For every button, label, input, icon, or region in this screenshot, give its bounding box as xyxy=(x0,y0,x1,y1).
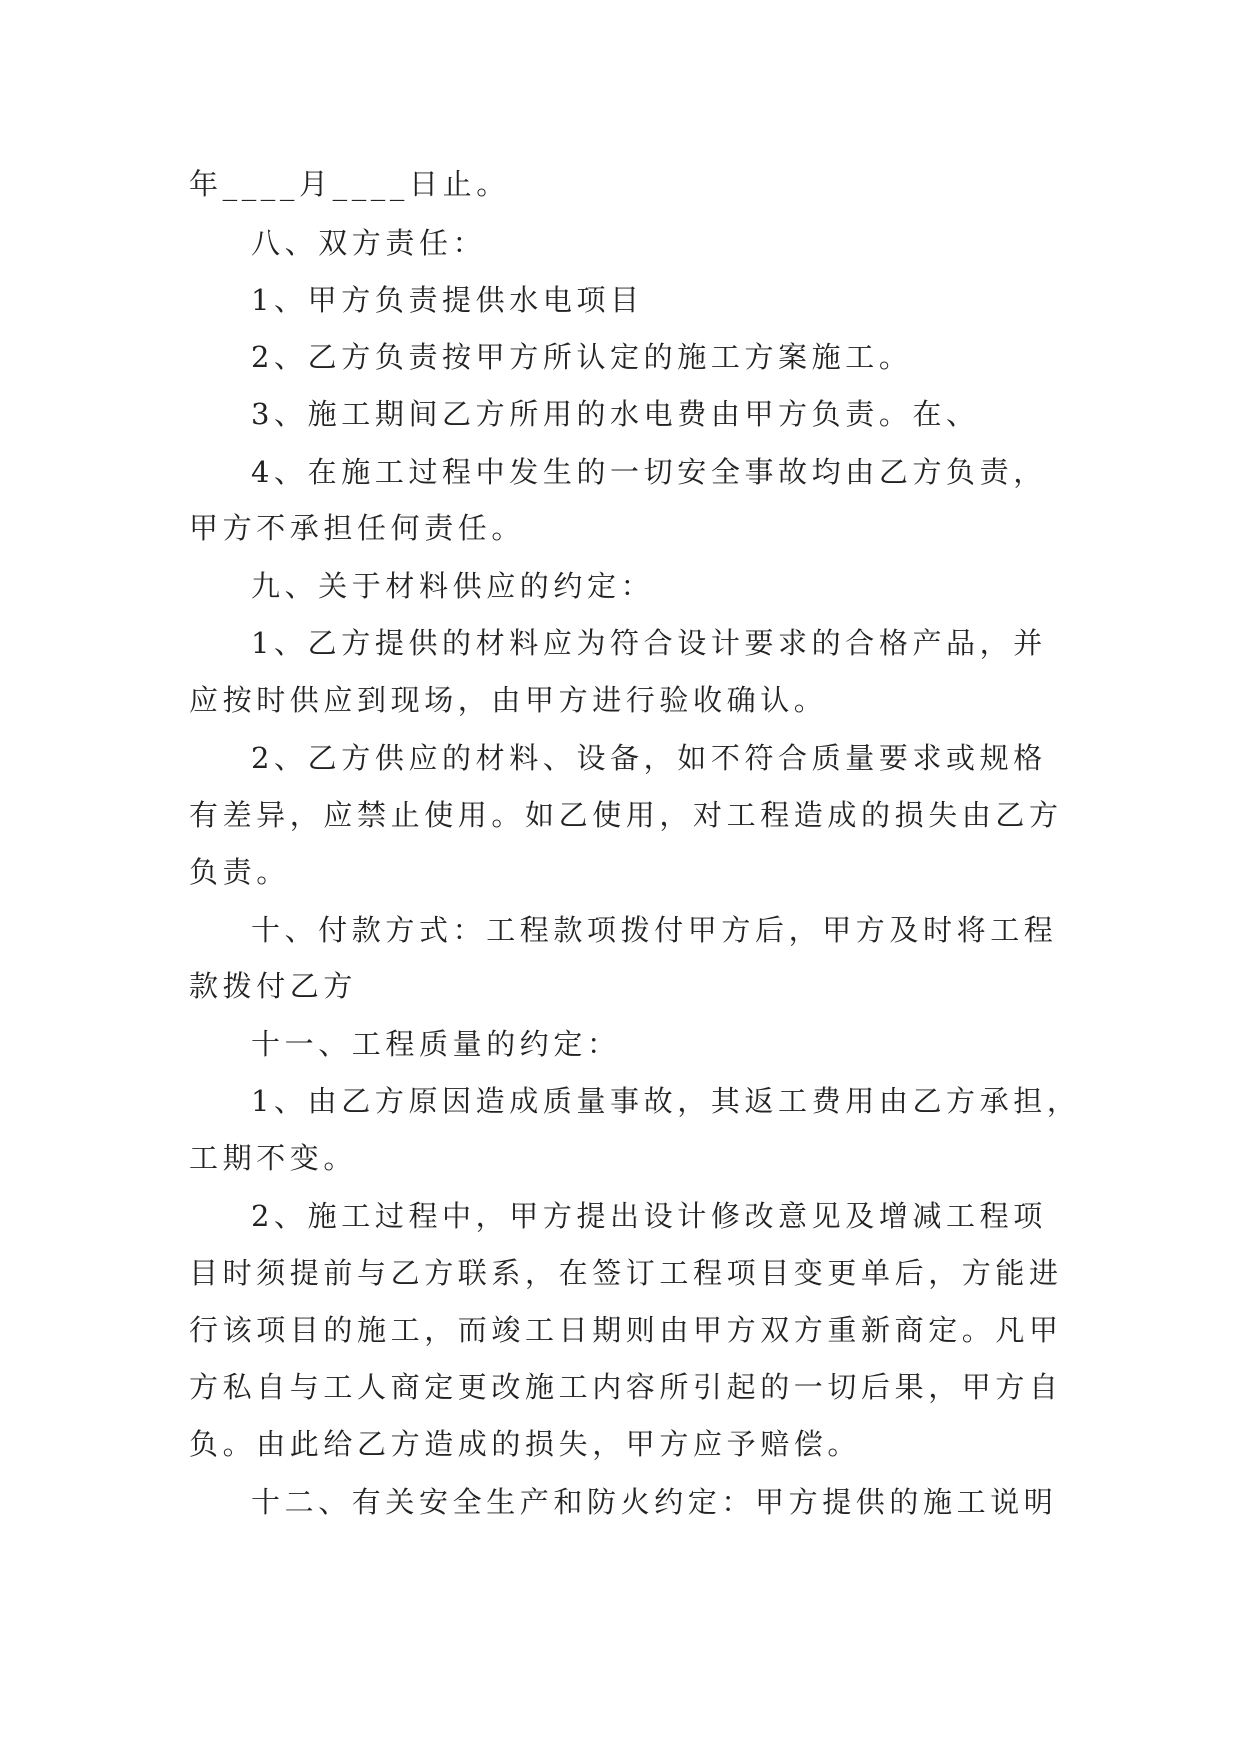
section-9-item-2-cont-2: 负责。 xyxy=(189,855,290,889)
section-9-item-2-cont-1: 有差异，应禁止使用。如乙使用，对工程造成的损失由乙方 xyxy=(189,798,1063,832)
section-11-item-2: 2、施工过程中，甲方提出设计修改意见及增减工程项 xyxy=(251,1199,1047,1233)
section-8-heading: 八、双方责任： xyxy=(251,226,487,260)
section-9-heading: 九、关于材料供应的约定： xyxy=(251,569,655,603)
section-12: 十二、有关安全生产和防火约定：甲方提供的施工说明 xyxy=(251,1485,1058,1519)
section-10-cont: 款拨付乙方 xyxy=(189,969,358,1003)
section-8-item-4: 4、在施工过程中发生的一切安全事故均由乙方负责， xyxy=(251,455,1047,489)
section-11-heading: 十一、工程质量的约定： xyxy=(251,1027,621,1061)
section-11-item-2-cont-4: 负。由此给乙方造成的损失，甲方应予赔偿。 xyxy=(189,1427,862,1461)
section-11-item-1: 1、由乙方原因造成质量事故，其返工费用由乙方承担， xyxy=(251,1084,1081,1118)
section-11-item-2-cont-3: 方私自与工人商定更改施工内容所引起的一切后果，甲方自 xyxy=(189,1370,1063,1404)
section-8-item-2: 2、乙方负责按甲方所认定的施工方案施工。 xyxy=(251,340,913,374)
section-9-item-1-cont: 应按时供应到现场，由甲方进行验收确认。 xyxy=(189,683,828,717)
section-11-item-1-cont: 工期不变。 xyxy=(189,1141,358,1175)
section-8-item-4-cont: 甲方不承担任何责任。 xyxy=(189,511,526,545)
section-8-item-1: 1、甲方负责提供水电项目 xyxy=(251,283,644,317)
section-10: 十、付款方式：工程款项拨付甲方后，甲方及时将工程 xyxy=(251,913,1058,947)
section-9-item-2: 2、乙方供应的材料、设备，如不符合质量要求或规格 xyxy=(251,741,1047,775)
section-11-item-2-cont-1: 目时须提前与乙方联系，在签订工程项目变更单后，方能进 xyxy=(189,1256,1063,1290)
section-9-item-1: 1、乙方提供的材料应为符合设计要求的合格产品，并 xyxy=(251,626,1047,660)
line-date-end: 年____月____日止。 xyxy=(189,167,510,201)
section-11-item-2-cont-2: 行该项目的施工，而竣工日期则由甲方双方重新商定。凡甲 xyxy=(189,1313,1063,1347)
section-8-item-3: 3、施工期间乙方所用的水电费由甲方负责。在、 xyxy=(251,397,980,431)
